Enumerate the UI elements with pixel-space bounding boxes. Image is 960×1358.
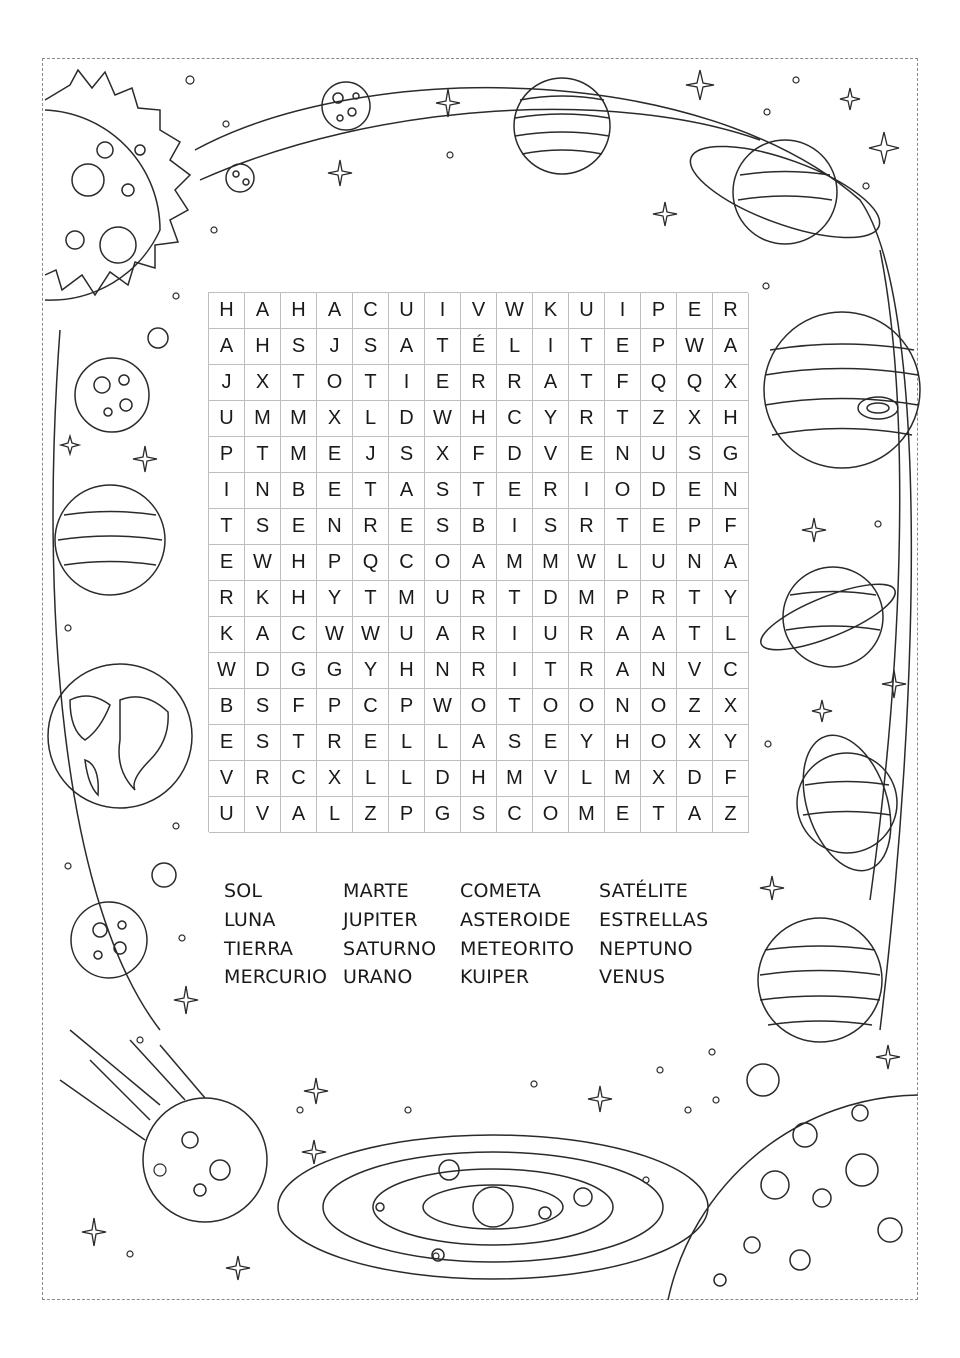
grid-cell[interactable]: T [497,581,533,617]
grid-cell[interactable]: G [713,437,749,473]
word-list [224,880,744,1000]
grid-cell[interactable]: X [245,365,281,401]
grid-cell[interactable]: B [281,473,317,509]
grid-cell[interactable]: C [281,617,317,653]
grid-cell[interactable]: W [353,617,389,653]
grid-cell[interactable]: E [317,473,353,509]
grid-cell[interactable]: E [209,545,245,581]
grid-cell[interactable]: I [497,653,533,689]
grid-cell[interactable]: U [569,293,605,329]
grid-cell[interactable]: P [677,509,713,545]
grid-cell[interactable]: E [353,725,389,761]
grid-cell[interactable]: N [713,473,749,509]
grid-cell[interactable]: N [245,473,281,509]
grid-cell[interactable]: O [641,689,677,725]
star-icon [61,436,79,454]
grid-cell[interactable]: V [461,293,497,329]
comet-icon [60,1030,267,1222]
grid-cell[interactable]: I [425,293,461,329]
word-list-item: LUNA [224,909,276,931]
grid-cell[interactable]: U [641,437,677,473]
word-list-item: URANO [343,966,413,988]
grid-cell[interactable]: X [713,689,749,725]
grid-cell[interactable]: R [317,725,353,761]
grid-cell[interactable]: Z [353,797,389,833]
moon-icon [75,358,149,432]
grid-cell[interactable]: W [677,329,713,365]
grid-cell[interactable]: L [353,761,389,797]
grid-cell[interactable]: A [209,329,245,365]
grid-cell[interactable]: N [677,545,713,581]
grid-cell[interactable]: A [713,545,749,581]
grid-cell[interactable]: E [389,509,425,545]
grid-cell[interactable]: F [281,689,317,725]
grid-cell[interactable]: U [641,545,677,581]
grid-cell[interactable]: M [497,761,533,797]
grid-cell[interactable]: T [677,617,713,653]
grid-cell[interactable]: R [713,293,749,329]
grid-cell[interactable]: T [209,509,245,545]
word-list-item: TIERRA [224,938,294,960]
star-icon [840,88,860,110]
grid-cell[interactable]: I [533,329,569,365]
star-icon [760,876,784,900]
grid-cell[interactable]: V [533,437,569,473]
grid-cell[interactable]: W [317,617,353,653]
grid-cell[interactable]: Y [353,653,389,689]
grid-cell[interactable]: T [605,509,641,545]
grid-cell[interactable]: P [389,797,425,833]
star-icon [653,202,677,226]
grid-cell[interactable]: W [245,545,281,581]
grid-cell[interactable]: L [389,725,425,761]
grid-cell[interactable]: J [353,437,389,473]
grid-cell[interactable]: M [605,761,641,797]
ringed-planet-icon [680,128,890,257]
grid-cell[interactable]: H [461,761,497,797]
grid-cell[interactable]: R [209,581,245,617]
star-icon [328,160,352,186]
grid-cell[interactable]: X [713,365,749,401]
grid-cell[interactable]: E [281,509,317,545]
moon-icon [71,902,147,978]
word-list-item: ASTEROIDE [460,909,571,931]
grid-cell[interactable]: O [533,797,569,833]
grid-cell[interactable]: O [461,689,497,725]
grid-cell[interactable]: S [281,329,317,365]
grid-cell[interactable]: R [641,581,677,617]
moon-icon [322,82,370,130]
grid-cell[interactable]: A [641,617,677,653]
grid-cell[interactable]: H [245,329,281,365]
grid-cell[interactable]: C [389,545,425,581]
grid-cell[interactable]: I [569,473,605,509]
grid-cell[interactable]: D [677,761,713,797]
grid-cell[interactable]: E [497,473,533,509]
grid-cell[interactable]: W [425,401,461,437]
grid-cell[interactable]: L [497,329,533,365]
grid-cell[interactable]: P [209,437,245,473]
grid-cell[interactable]: T [533,653,569,689]
galaxy-icon [278,1135,708,1279]
grid-cell[interactable]: P [389,689,425,725]
grid-cell[interactable]: K [533,293,569,329]
grid-cell[interactable]: M [281,437,317,473]
grid-cell[interactable]: N [605,689,641,725]
grid-cell[interactable]: E [209,725,245,761]
star-icon [133,446,157,472]
grid-cell[interactable]: S [245,509,281,545]
star-icon [436,89,460,117]
grid-cell[interactable]: O [425,545,461,581]
word-list-item: SATÉLITE [599,880,688,902]
grid-cell[interactable]: T [461,473,497,509]
grid-cell[interactable]: D [245,653,281,689]
grid-cell[interactable]: H [713,401,749,437]
grid-cell[interactable]: F [605,365,641,401]
word-list-item: VENUS [599,966,666,988]
star-icon [869,132,899,164]
grid-cell[interactable]: H [389,653,425,689]
grid-cell[interactable]: M [533,545,569,581]
grid-cell[interactable]: I [497,509,533,545]
grid-cell[interactable]: C [497,797,533,833]
grid-cell[interactable]: W [209,653,245,689]
grid-cell[interactable]: X [317,401,353,437]
grid-cell[interactable]: B [461,509,497,545]
grid-cell[interactable]: W [569,545,605,581]
ringed-planet-icon [787,724,906,882]
grid-cell[interactable]: G [317,653,353,689]
grid-cell[interactable]: L [353,401,389,437]
grid-cell[interactable]: U [209,401,245,437]
grid-cell[interactable]: Y [713,581,749,617]
grid-cell[interactable]: A [245,617,281,653]
grid-cell[interactable]: E [533,725,569,761]
grid-cell[interactable]: D [641,473,677,509]
word-list-item: NEPTUNO [599,938,693,960]
grid-cell[interactable]: E [569,437,605,473]
grid-cell[interactable]: G [281,653,317,689]
grid-cell[interactable]: E [605,329,641,365]
planet-icon [55,485,165,595]
grid-cell[interactable]: Z [713,797,749,833]
grid-cell[interactable]: R [461,617,497,653]
grid-cell[interactable]: O [569,689,605,725]
grid-cell[interactable]: J [317,329,353,365]
grid-cell[interactable]: I [209,473,245,509]
grid-cell[interactable]: A [461,545,497,581]
grid-cell[interactable]: T [353,581,389,617]
grid-cell[interactable]: W [425,689,461,725]
grid-cell[interactable]: M [569,797,605,833]
earth-icon [48,664,192,808]
grid-cell[interactable]: S [245,689,281,725]
grid-cell[interactable]: O [533,689,569,725]
grid-cell[interactable]: X [425,437,461,473]
grid-cell[interactable]: D [533,581,569,617]
grid-cell[interactable]: R [497,365,533,401]
star-icon [304,1078,328,1104]
word-list-item: COMETA [460,880,541,902]
word-list-item: METEORITO [460,938,575,960]
grid-cell[interactable]: S [425,509,461,545]
grid-cell[interactable]: A [713,329,749,365]
grid-cell[interactable]: R [353,509,389,545]
grid-cell[interactable]: D [425,761,461,797]
ringed-planet-icon [754,567,902,667]
grid-cell[interactable]: R [569,509,605,545]
grid-cell[interactable]: T [641,797,677,833]
grid-cell[interactable]: A [677,797,713,833]
grid-cell[interactable]: F [461,437,497,473]
grid-cell[interactable]: T [605,401,641,437]
grid-cell[interactable]: A [317,293,353,329]
grid-cell[interactable]: W [497,293,533,329]
grid-cell[interactable]: K [209,617,245,653]
star-icon [174,986,198,1014]
grid-cell[interactable]: E [605,797,641,833]
grid-cell[interactable]: S [425,473,461,509]
grid-cell[interactable]: A [533,365,569,401]
grid-cell[interactable]: U [533,617,569,653]
grid-cell[interactable]: Q [641,365,677,401]
grid-cell[interactable]: Y [713,725,749,761]
grid-cell[interactable]: I [389,365,425,401]
word-list-item: JUPITER [343,909,418,931]
grid-cell[interactable]: L [389,761,425,797]
grid-cell[interactable]: H [209,293,245,329]
grid-cell[interactable]: E [677,473,713,509]
grid-cell[interactable]: C [497,401,533,437]
grid-cell[interactable]: R [569,401,605,437]
grid-cell[interactable]: D [389,401,425,437]
grid-cell[interactable]: N [425,653,461,689]
grid-cell[interactable]: S [677,437,713,473]
asteroid-icon [226,164,254,192]
grid-cell[interactable]: O [641,725,677,761]
grid-cell[interactable]: T [281,365,317,401]
grid-cell[interactable]: G [425,797,461,833]
grid-cell[interactable]: A [389,329,425,365]
grid-cell[interactable]: Y [317,581,353,617]
grid-cell[interactable]: L [569,761,605,797]
grid-cell[interactable]: C [353,689,389,725]
grid-cell[interactable]: Q [353,545,389,581]
grid-cell[interactable]: T [353,365,389,401]
grid-cell[interactable]: P [641,293,677,329]
grid-cell[interactable]: S [461,797,497,833]
grid-cell[interactable]: L [317,797,353,833]
planet-icon [514,78,610,174]
grid-cell[interactable]: T [245,437,281,473]
grid-cell[interactable]: H [461,401,497,437]
grid-cell[interactable]: O [317,365,353,401]
grid-cell[interactable]: L [605,545,641,581]
grid-cell[interactable]: H [281,545,317,581]
grid-cell[interactable]: É [461,329,497,365]
grid-cell[interactable]: B [209,689,245,725]
grid-cell[interactable]: S [389,437,425,473]
grid-cell[interactable]: T [281,725,317,761]
grid-cell[interactable]: F [713,761,749,797]
grid-cell[interactable]: A [605,653,641,689]
grid-cell[interactable]: Y [533,401,569,437]
grid-cell[interactable]: L [713,617,749,653]
grid-cell[interactable]: Z [641,401,677,437]
grid-cell[interactable]: C [281,761,317,797]
word-list-item: ESTRELLAS [599,909,709,931]
grid-cell[interactable]: P [317,545,353,581]
grid-cell[interactable]: A [425,617,461,653]
grid-cell[interactable]: T [425,329,461,365]
grid-cell[interactable]: E [641,509,677,545]
grid-cell[interactable]: X [641,761,677,797]
word-list-item: MERCURIO [224,966,328,988]
grid-cell[interactable]: T [569,365,605,401]
word-list-item: SOL [224,880,263,902]
grid-cell[interactable]: U [389,293,425,329]
star-icon [876,1045,900,1069]
grid-cell[interactable]: I [605,293,641,329]
grid-cell[interactable]: S [497,725,533,761]
grid-cell[interactable]: R [461,581,497,617]
grid-cell[interactable]: T [569,329,605,365]
grid-cell[interactable]: N [317,509,353,545]
grid-cell[interactable]: M [569,581,605,617]
grid-cell[interactable]: M [245,401,281,437]
grid-cell[interactable]: R [461,653,497,689]
grid-cell[interactable]: R [569,653,605,689]
word-list-item: MARTE [343,880,409,902]
grid-cell[interactable]: H [281,293,317,329]
grid-cell[interactable]: O [605,473,641,509]
grid-cell[interactable]: R [461,365,497,401]
grid-cell[interactable]: A [245,293,281,329]
grid-cell[interactable]: A [605,617,641,653]
grid-cell[interactable]: P [641,329,677,365]
word-search-grid [208,292,748,832]
star-icon [588,1086,612,1112]
grid-cell[interactable]: R [533,473,569,509]
grid-cell[interactable]: X [677,725,713,761]
grid-cell[interactable]: J [209,365,245,401]
grid-cell[interactable]: M [389,581,425,617]
grid-cell[interactable]: X [317,761,353,797]
grid-cell[interactable]: A [389,473,425,509]
grid-cell[interactable]: V [209,761,245,797]
grid-cell[interactable]: D [497,437,533,473]
grid-cell[interactable]: M [281,401,317,437]
star-icon [302,1140,326,1164]
sun-icon [45,70,190,300]
grid-cell[interactable]: E [317,437,353,473]
grid-cell[interactable]: C [713,653,749,689]
grid-cell[interactable]: V [245,797,281,833]
grid-cell[interactable]: U [425,581,461,617]
grid-cell[interactable]: H [281,581,317,617]
grid-cell[interactable]: E [677,293,713,329]
grid-cell[interactable]: V [677,653,713,689]
word-list-item: SATURNO [343,938,437,960]
grid-cell[interactable]: E [425,365,461,401]
grid-cell[interactable]: H [605,725,641,761]
grid-cell[interactable]: A [461,725,497,761]
planet-icon [758,918,882,1042]
grid-cell[interactable]: C [353,293,389,329]
grid-cell[interactable]: Y [569,725,605,761]
star-icon [686,70,714,100]
grid-cell[interactable]: R [569,617,605,653]
grid-cell[interactable]: S [245,725,281,761]
grid-cell[interactable]: X [677,401,713,437]
grid-cell[interactable]: U [209,797,245,833]
grid-cell[interactable]: S [533,509,569,545]
grid-cell[interactable]: I [497,617,533,653]
grid-cell[interactable]: T [497,689,533,725]
grid-cell[interactable]: T [677,581,713,617]
grid-cell[interactable]: S [353,329,389,365]
grid-cell[interactable]: L [425,725,461,761]
grid-cell[interactable]: P [317,689,353,725]
grid-cell[interactable]: M [497,545,533,581]
grid-cell[interactable]: Q [677,365,713,401]
grid-cell[interactable]: P [605,581,641,617]
grid-cell[interactable]: R [245,761,281,797]
star-icon [812,700,832,722]
grid-cell[interactable]: T [353,473,389,509]
orbit-line [200,109,760,180]
grid-cell[interactable]: N [605,437,641,473]
word-list-item: KUIPER [460,966,530,988]
grid-cell[interactable]: U [389,617,425,653]
star-icon [226,1256,250,1280]
star-icon [802,518,826,542]
grid-cell[interactable]: A [281,797,317,833]
grid-cell[interactable]: K [245,581,281,617]
grid-cell[interactable]: N [641,653,677,689]
grid-cell[interactable]: V [533,761,569,797]
grid-cell[interactable]: F [713,509,749,545]
grid-cell[interactable]: Z [677,689,713,725]
star-icon [82,1218,106,1246]
